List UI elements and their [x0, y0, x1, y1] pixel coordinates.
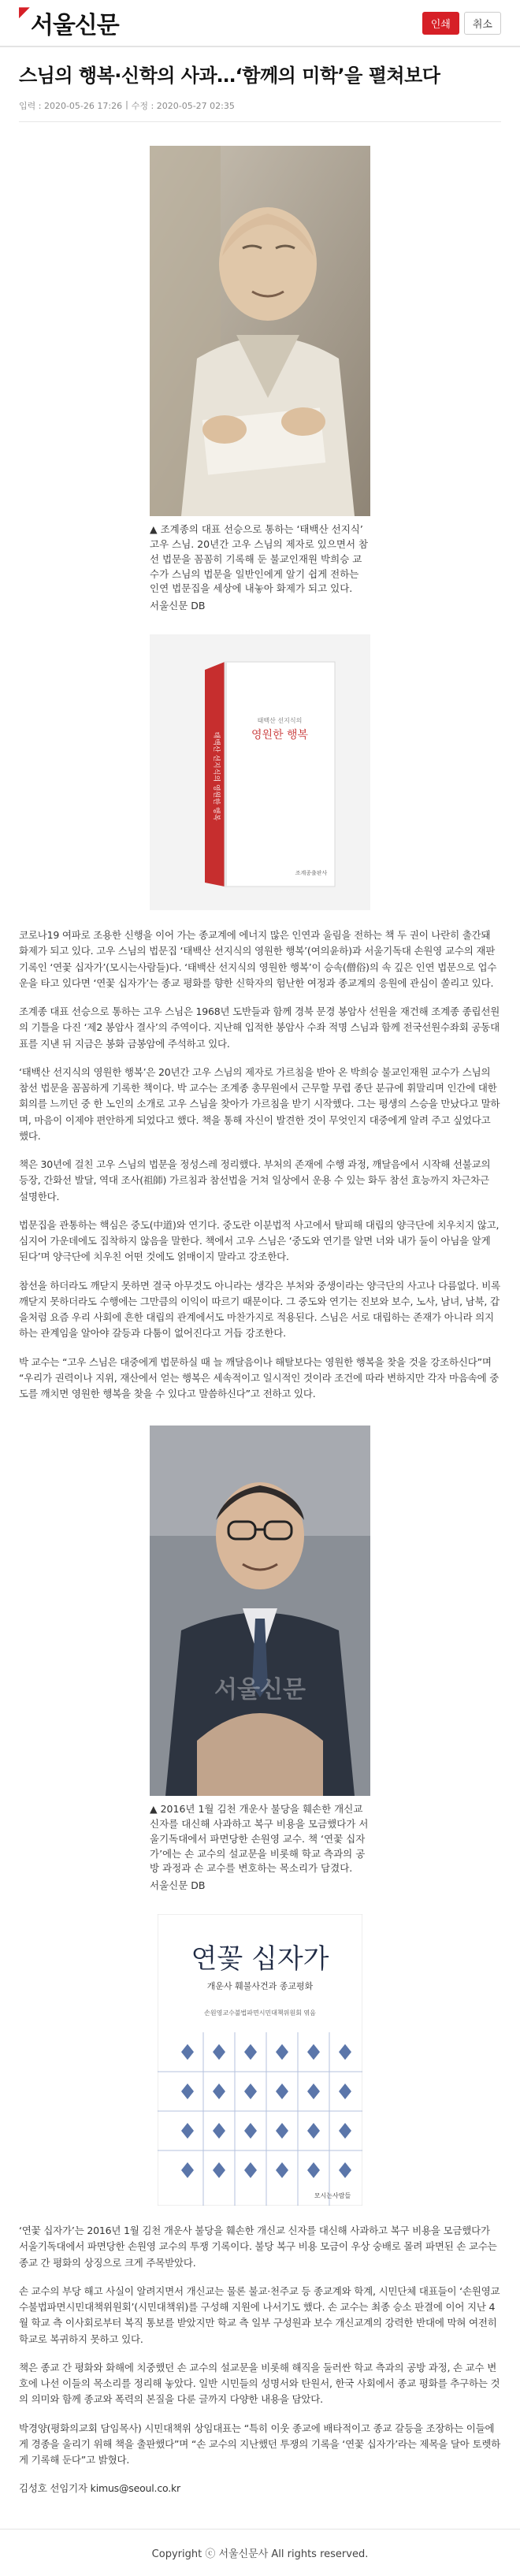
monk-photo	[150, 146, 370, 516]
top-actions	[422, 12, 501, 35]
copyright-text: Copyright ⓒ 서울신문사 All rights reserved.	[151, 2548, 369, 2560]
book-cover-art	[150, 634, 370, 910]
book1-publisher: 조계종출판사	[295, 870, 328, 877]
paragraph: 손 교수의 부당 해고 사실이 알려지면서 개신교는 물론 불교·천주교 등 종교계와 학계, 시민단체 대표들이 ‘손원영교수불법파면시민대책위원회’(시민대책위)를 구성해 지원에 나서기도 했다. 손 교수는 최종 승소 판결에 이어 지난 4월 학교 측 이사회로부터 복직 통보를 받았지만 학교 측 일부 구성원과 보수 개신교계의 강력한 반대에 막혀 여전히 학교로 복귀하지 못하고 있다.	[19, 2284, 500, 2345]
photo-professor-caption: ▲ 2016년 1월 김천 개운사 불당을 훼손한 개신교 신자를 대신해 사과하고 복구 비용을 모금했다가 서울기독대에서 파면당한 손원영 교수. 책 ‘연꽃 십자가’에는 손 교수의 설교문을 비롯해 학교 측과의 공방 과정과 손 교수를 변호하는 목소리가 담겼다.	[150, 1803, 369, 1875]
professor-photo-art	[150, 1426, 370, 1796]
article-headline: 스님의 행복·신학의 사과…‘함께의 미학’을 펼쳐보다	[19, 65, 440, 87]
article	[0, 63, 520, 2497]
cancel-button[interactable]: 취소	[464, 12, 501, 35]
paragraph: 책은 종교 간 평화와 화해에 치중했던 손 교수의 설교문을 비롯해 해직을 둘러싼 학교 측과의 공방 과정, 손 교수 변호에 나선 이들의 목소리를 정리해 놓았다. 일반 시민들의 성명서와 탄원서, 한국 사회에서 종교 평화를 추구하는 것의 의미와 함께 종교와 폭력의 본질을 다룬 글까지 다양한 내용을 담았다.	[19, 2361, 500, 2406]
book1-series: 태백산 선지식의	[257, 717, 303, 725]
photo-monk-caption: ▲ 조계종의 대표 선승으로 통하는 ‘태백산 선지식’ 고우 스님. 20년간 고우 스님의 제자로 있으면서 참선 법문을 꼼꼼히 기록해 둔 불교인재원 박희승 교수가 스님의 법문을 일반인에게 알기 쉽게 전하는 인연 법문집을 세상에 내놓아 화제가 되고 있다.	[150, 523, 369, 595]
site-logo[interactable]	[19, 6, 119, 40]
paragraph: 박경양(평화의교회 담임목사) 시민대책위 상임대표는 “특히 이웃 종교에 배타적이고 종교 갈등을 조장하는 이들에게 경종을 울리기 위해 책을 출판했다”며 “손 교수의 지난했던 투쟁의 기록을 ‘연꽃 십자가’라는 제목을 달아 토렛하게 기록해 둔다”고 밝혔다.	[19, 2422, 501, 2466]
paragraph: 박 교수는 “고우 스님은 대중에게 법문하실 때 늘 깨달음이나 해탈보다는 영원한 행복을 찾을 것을 강조하신다”며 “우리가 권력이나 지위, 재산에서 얻는 행복은 세속적이고 일시적인 것이라 조건에 따라 변하지만 각자 마음속에 중도를 깨치면 영원한 행복을 찾을 수 있다고 말씀하신다”고 전하고 있다.	[19, 1355, 500, 1400]
photo-monk-figure	[150, 146, 370, 612]
paragraph: 법문집을 관통하는 핵심은 중도(中道)와 연기다. 중도란 이분법적 사고에서 탈피해 대립의 양극단에 치우치지 않고, 심지어 가운데에도 집착하지 않음을 말한다. 책에서 고우 스님은 ‘중도와 연기를 알면 너와 내가 둘이 아님을 알게 된다’며 양극단에 치우친 어떤 것에도 얽매이지 말라고 강조한다.	[19, 1218, 500, 1263]
book-cover-lotus-cross	[158, 1914, 362, 2206]
paragraph: 참선을 하더라도 깨닫지 못하면 결국 아무것도 아니라는 생각은 부처와 중생이라는 양극단의 사고나 다름없다. 비록 깨닫지 못하더라도 수행에는 그만큼의 이익이 따르기 때문이다. 그 중도와 연기는 진보와 보수, 노사, 남녀, 남북, 갑을처럼 요즘 우리 사회에 흔한 대립의 관계에서도 마찬가지로 적용된다. 스님은 서로 대립하는 존재가 아니라 의지하는 관계임을 알아야 갈등과 다툼이 없어진다고 거듭 강조한다.	[19, 1279, 500, 1340]
article-meta	[19, 99, 501, 122]
book2-editors: 손원영교수불법파면시민대책위원회 엮음	[204, 2009, 316, 2017]
professor-photo	[150, 1426, 370, 1796]
photo-professor-credit: 서울신문 DB	[150, 1879, 206, 1892]
article-body-b	[19, 2223, 501, 2497]
paragraph: ‘연꽃 십자가’는 2016년 1월 김천 개운사 불당을 훼손한 개신교 신자를 대신해 사과하고 복구 비용을 모금했다가 서울기독대에서 파면당한 손원영 교수의 투쟁 기록이다. 불당 복구 비용 모금이 우상 숭배로 몰려 파면된 손 교수는 종교 간 평화의 상징으로 크게 주목받았다.	[19, 2225, 497, 2269]
photo-watermark: 서울신문	[214, 1676, 306, 1704]
article-body-a	[19, 927, 501, 1402]
top-bar	[0, 0, 520, 47]
meta-separator: |	[125, 99, 128, 110]
book2-cover-art	[158, 1914, 362, 2206]
print-button[interactable]: 인쇄	[422, 12, 459, 35]
book1-title: 영원한 행복	[251, 729, 309, 742]
byline: 김성호 선임기자 kimus@seoul.co.kr	[19, 2482, 180, 2495]
book2-subtitle: 개운사 훼불사건과 종교평화	[206, 1981, 314, 1992]
book2-title: 연꽃 십자가	[191, 1943, 329, 1976]
paragraph: 조계종 대표 선승으로 통하는 고우 스님은 1968년 도반들과 함께 경북 문경 봉암사 선원을 재건해 조계종 종립선원의 기틀을 다진 ‘제2 봉암사 결사’의 주역이다. 지난해 입적한 봉암사 수좌 적명 스님과 함께 전국선원수좌회 공동대표를 지낸 뒤 지금은 봉화 금봉암에 주석하고 있다.	[19, 1005, 500, 1050]
paragraph: ‘태백산 선지식의 영원한 행복’은 20년간 고우 스님의 제자로 가르침을 받아 온 박희승 불교인재원 교수가 스님의 참선 법문을 꼼꼼하게 기록한 책이다. 박 교수는 조계종 총무원에서 근무할 무렵 종단 분규에 휘말리며 인간에 대한 회의를 느끼던 중 한 노인의 소개로 고우 스님을 찾아가 가르침을 받기 시작했다. 그는 평생의 스승을 만났다고 말하며, 마음이 이제야 편안하게 되었다고 했다. 책을 통해 자신이 발견한 것이 무엇인지 대중에게 알려 주고 싶었다고 했다.	[19, 1065, 500, 1142]
published-date: 입력 : 2020-05-26 17:26	[19, 101, 123, 112]
book1-spine-text: 태백산 선지식의 영원한 행복	[212, 731, 220, 821]
page-footer	[0, 2529, 520, 2576]
paragraph: 코로나19 여파로 조용한 신행을 이어 가는 종교계에 에너지 많은 인연과 울림을 전하는 책 두 권이 나란히 출간돼 화제가 되고 있다. 고우 스님의 법문집 ‘태백산 선지식의 영원한 행복’(여의윤하)과 서울기독대 손원영 교수의 재판 기록인 ‘연꽃 십자가’(모시는사람들)다. ‘태백산 선지식의 영원한 행복’이 승속(僧俗)의 속 깊은 인연 법문으로 업수운을 타고 있다면 ‘연꽃 십자가’는 종교 평화를 향한 신학자의 험난한 여정과 종교계의 응원에 관심이 쏠리고 있다.	[19, 929, 497, 989]
modified-date: 수정 : 2020-05-27 02:35	[131, 101, 235, 112]
book2-publisher: 모시는사람들	[314, 2192, 351, 2200]
photo-professor-figure	[150, 1426, 370, 1892]
logo-text: 서울신문	[30, 12, 119, 39]
paragraph: 책은 30년에 걸친 고우 스님의 법문을 정성스레 정리했다. 부처의 존재에 수행 과정, 깨달음에서 시작해 선불교의 등장, 간화선 발달, 역대 조사(祖師) 가르침과 참선법을 거쳐 일상에서 운용 수 있는 화두 참선 효능까지 차근차근 설명한다.	[19, 1158, 491, 1203]
book-cover-eternal-happiness	[150, 634, 370, 910]
monk-photo-art	[150, 146, 370, 516]
logo-mark-icon: ◤	[19, 4, 29, 20]
photo-monk-credit: 서울신문 DB	[150, 600, 206, 612]
